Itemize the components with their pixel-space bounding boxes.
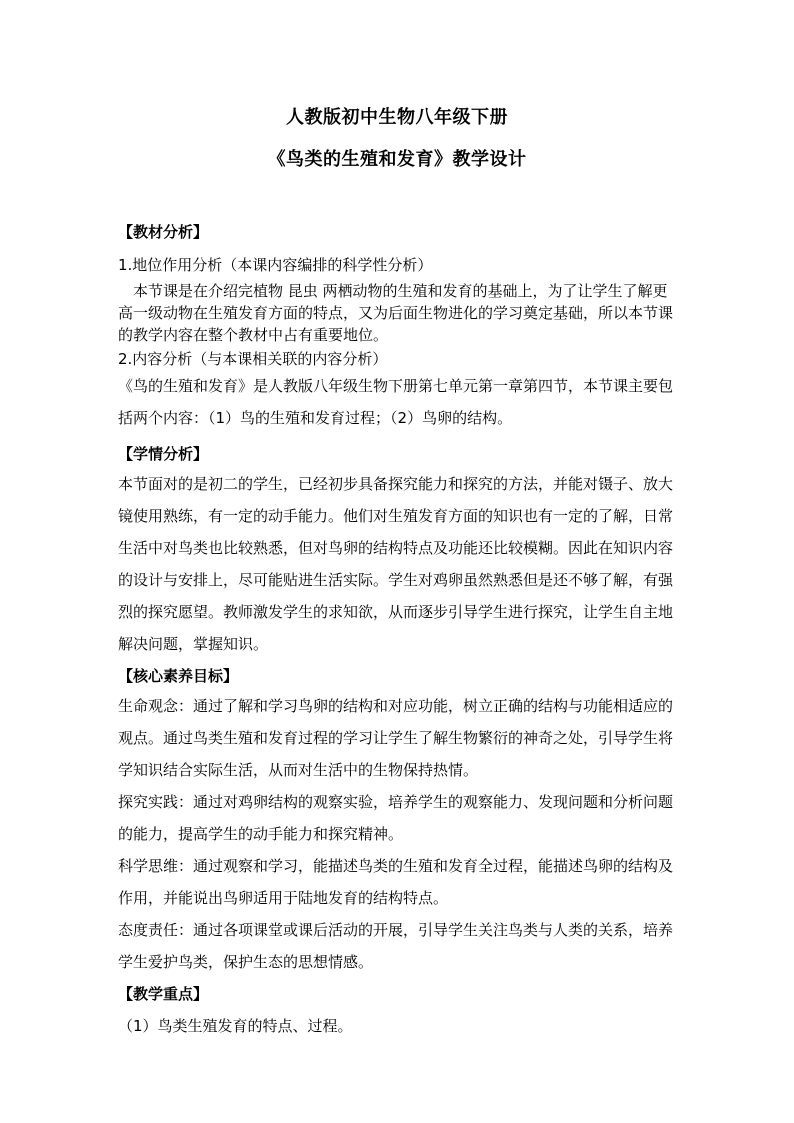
section-heading-core-goals: 【核心素养目标】 bbox=[118, 667, 239, 685]
document-subtitle: 《鸟类的生殖和发育》教学设计 bbox=[267, 149, 527, 170]
paragraph-student-analysis: 本节面对的是初二的学生，已经初步具备探究能力和探究的方法，并能对镊子、放大镜使用熟练，有一定的动手能力。他们对生殖发育方面的知识也有一定的了解，日常生活中对鸟类也比较熟悉，但对鸟卵的结构特点及功能还比较模糊。因此在知识内容的设计与安排上，尽可能贴进生活实际。学生对鸡卵虽然熟悉但是还不够了解，有强烈的探究愿望。教师激发学生的求知欲，从而逐步引导学生进行探究，让学生自主地解决问题，掌握知识。 bbox=[118, 475, 674, 653]
section-heading-key-points: 【教学重点】 bbox=[118, 985, 209, 1003]
paragraph-goal-inquiry-practice: 探究实践：通过对鸡卵结构的观察实验，培养学生的观察能力、发现问题和分析问题的能力，提高学生的动手能力和探究精神。 bbox=[118, 793, 674, 843]
paragraph-position-analysis: 本节课是在介绍完植物 昆虫 两栖动物的生殖和发育的基础上，为了让学生了解更高一级动物在生殖发育方面的特点，又为后面生物进化的学习奠定基础，所以本节课的教学内容在整个教材中占有重要地位。 bbox=[118, 282, 674, 344]
section-heading-material-analysis: 【教材分析】 bbox=[118, 223, 209, 241]
paragraph-content-analysis: 《鸟的生殖和发育》是人教版八年级生物下册第七单元第一章第四节，本节课主要包括两个内容：（1）鸟的生殖和发育过程；（2）鸟卵的结构。 bbox=[118, 377, 674, 427]
document-title: 人教版初中生物八年级下册 bbox=[286, 107, 508, 128]
section-heading-student-analysis: 【学情分析】 bbox=[118, 445, 209, 463]
paragraph-goal-life-concept: 生命观念：通过了解和学习鸟卵的结构和对应功能，树立正确的结构与功能相适应的观点。通过鸟类生殖和发育过程的学习让学生了解生物繁衍的神奇之处，引导学生将学知识结合实际生活，从而对生活中的生物保持热情。 bbox=[118, 697, 674, 779]
paragraph-goal-attitude-responsibility: 态度责任：通过各项课堂或课后活动的开展，引导学生关注鸟类与人类的关系，培养学生爱护鸟类，保护生态的思想情感。 bbox=[118, 921, 674, 971]
subheading-position-analysis: 1.地位作用分析（本课内容编排的科学性分析） bbox=[118, 256, 433, 274]
paragraph-key-point-1: （1）鸟类生殖发育的特点、过程。 bbox=[118, 1017, 353, 1035]
paragraph-goal-scientific-thinking: 科学思维：通过观察和学习，能描述鸟类的生殖和发育全过程，能描述鸟卵的结构及作用，并能说出鸟卵适用于陆地发育的结构特点。 bbox=[118, 857, 674, 907]
subheading-content-analysis: 2.内容分析（与本课相关联的内容分析） bbox=[118, 350, 388, 368]
document-body bbox=[118, 218, 682, 1042]
